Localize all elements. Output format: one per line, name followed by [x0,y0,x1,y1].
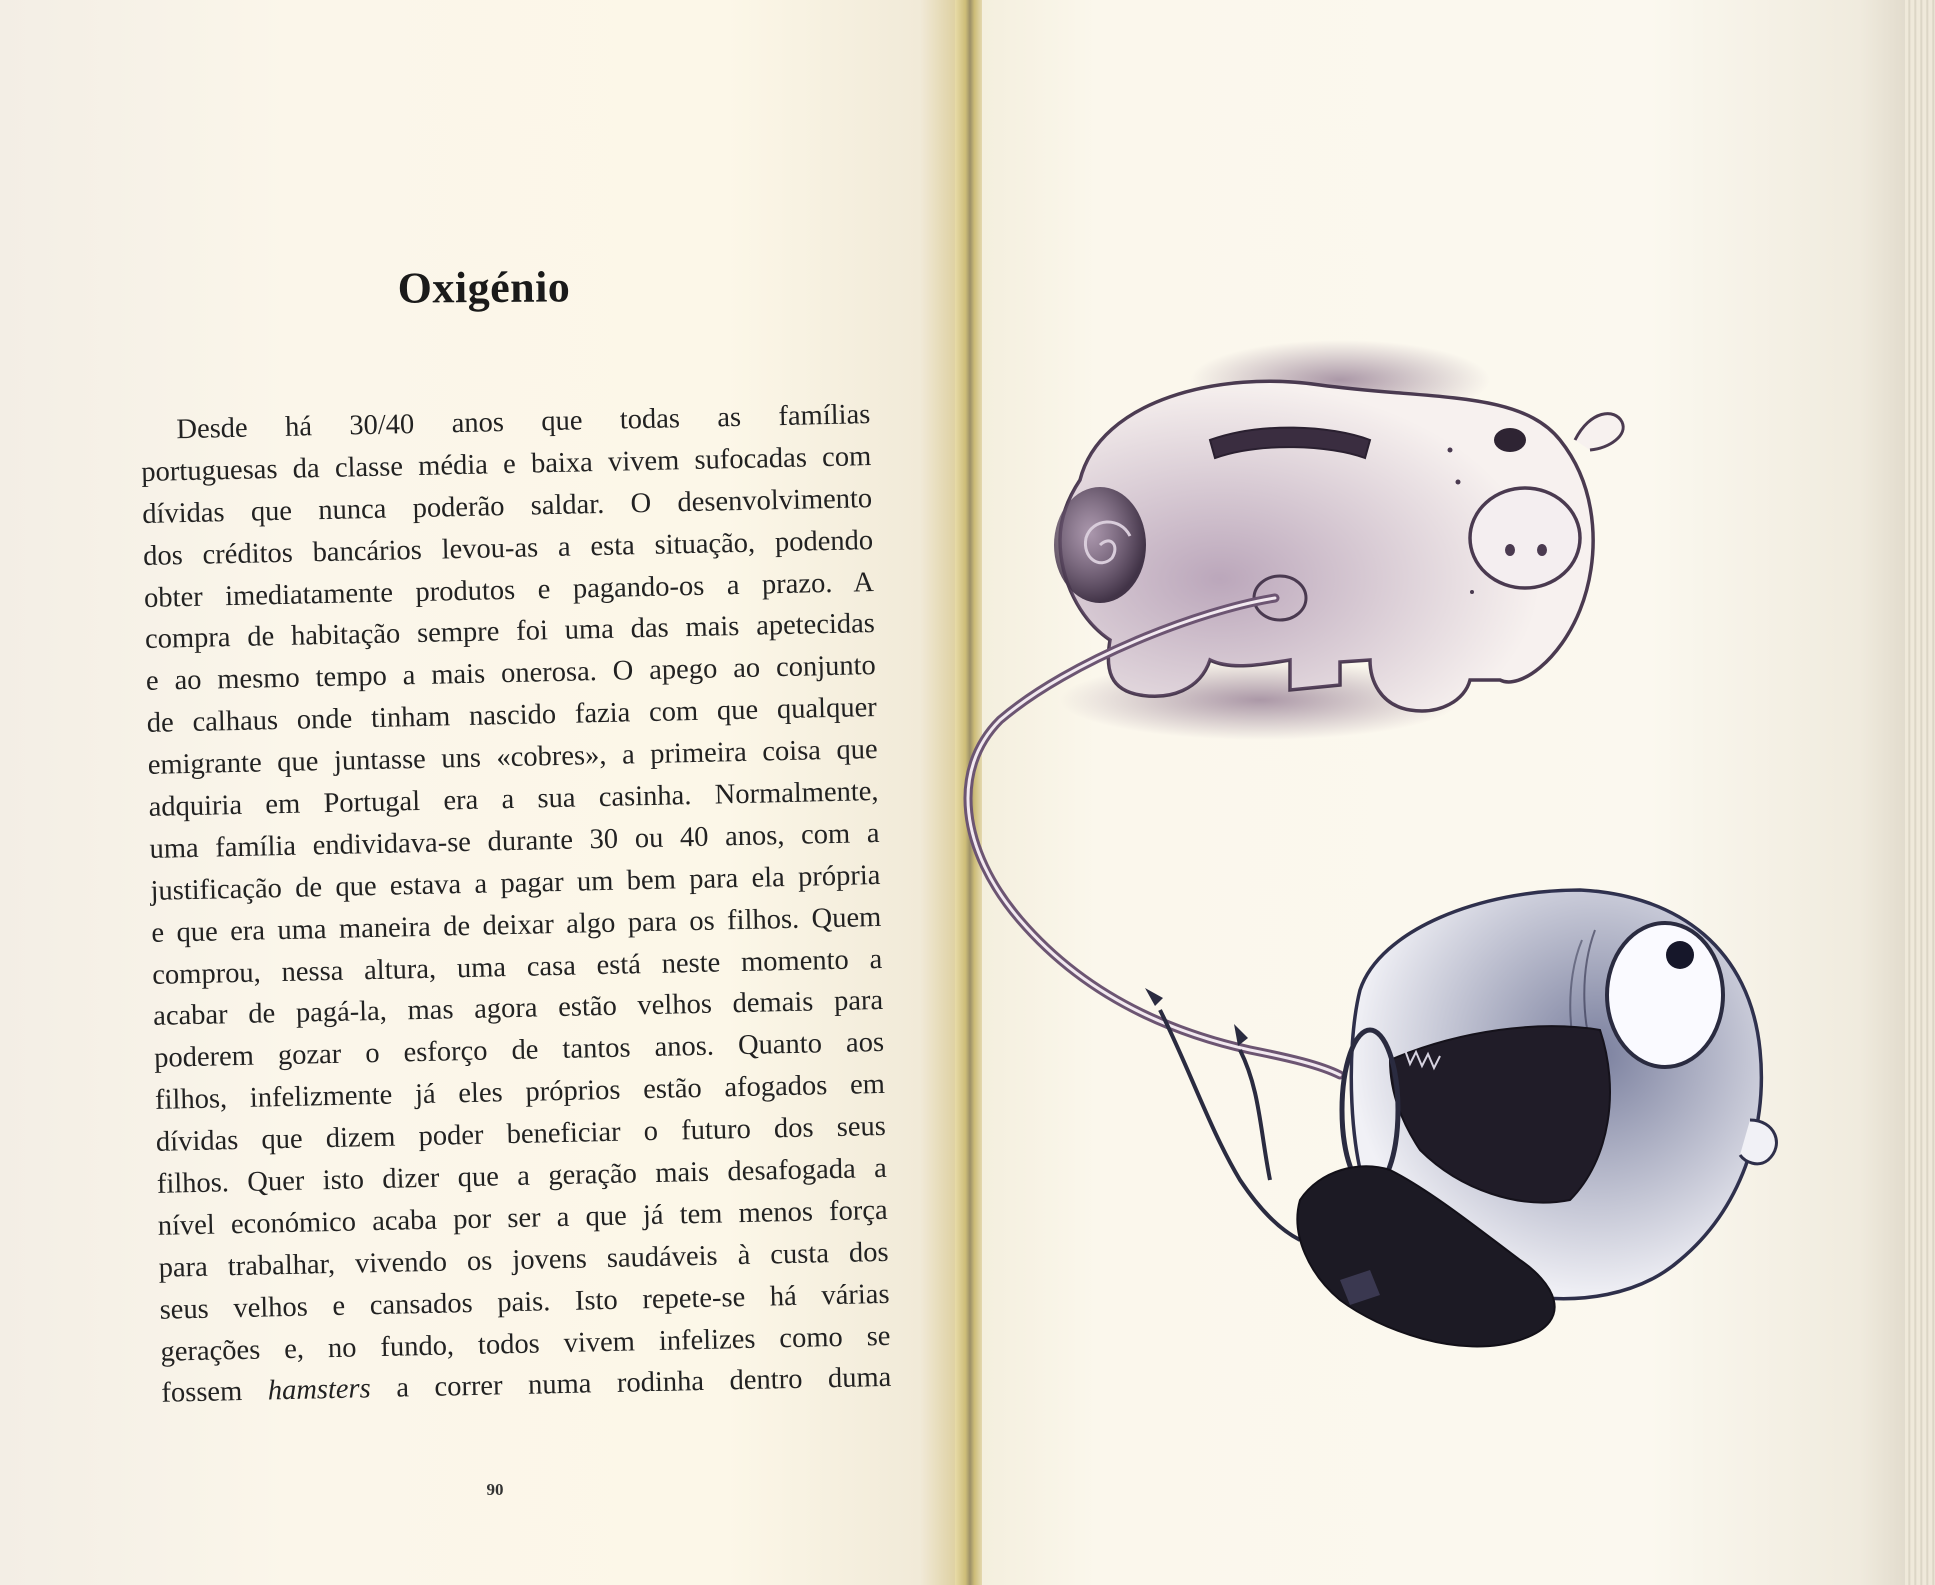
piggy-bank-icon [1054,340,1623,740]
body-line: acabar de pagá-la, mas agora estão velhos demais para [152,985,884,1033]
body-line: uma família endividava-se durante 30 ou 40 anos, com a [149,817,880,865]
body-line: comprou, nessa altura, uma casa está neste momento a [151,943,883,991]
face-with-breathing-tube-icon [1145,890,1776,1346]
body-line: dívidas que dizem poder beneficiar o futuro dos seus [155,1111,887,1158]
body-line: adquiria em Portugal era a sua casinha. Normalmente, [148,775,879,823]
pencil-illustration [960,330,1890,1530]
body-line: para trabalhar, vivendo os jovens saudáveis à custa dos [158,1236,889,1284]
body-line: Desde há 30/40 anos que todas as famílias [176,399,871,446]
italic-word: hamsters [267,1373,372,1407]
body-line: nível económico acaba por ser a que já tem menos força [157,1194,888,1242]
page-number: 90 [486,1480,504,1499]
body-line: filhos. Quer isto dizer que a geração mais desafogada a [156,1152,888,1200]
body-line: gerações e, no fundo, todos vivem infelizes como se [160,1320,891,1368]
page-edges [1905,0,1935,1585]
body-line: seus velhos e cansados pais. Isto repete-se há várias [159,1278,890,1326]
body-text [140,394,892,1415]
body-line: de calhaus onde tinham nascido fazia com que qualquer [146,692,878,740]
body-line: compra de habitação sempre foi uma das mais apetecidas [144,608,876,656]
body-line: obter imediatamente produtos e pagando-os a prazo. A [143,566,875,614]
body-line: portuguesas da classe média e baixa vivem sufocadas com [141,440,872,488]
body-line-last-start: fossem [161,1375,269,1410]
body-line: poderem gozar o esforço de tantos anos. Quanto aos [153,1027,885,1075]
body-line-last-end: a correr numa rodinha dentro duma [370,1362,892,1405]
body-line: e ao mesmo tempo a mais onerosa. O apego ao conjunto [145,650,877,698]
body-line: dívidas que nunca poderão saldar. O desenvolvimento [141,482,873,530]
body-line: emigrante que juntasse uns «cobres», a primeira coisa que [147,734,878,782]
chapter-title: Oxigénio [397,262,571,313]
body-line: justificação de que estava a pagar um bem para ela própria [150,859,881,907]
body-line: e que era uma maneira de deixar algo para os filhos. Quem [151,901,882,949]
body-line: dos créditos bancários levou-as a esta situação, podendo [142,524,874,572]
body-line: filhos, infelizmente já eles próprios estão afogados em [154,1069,886,1117]
